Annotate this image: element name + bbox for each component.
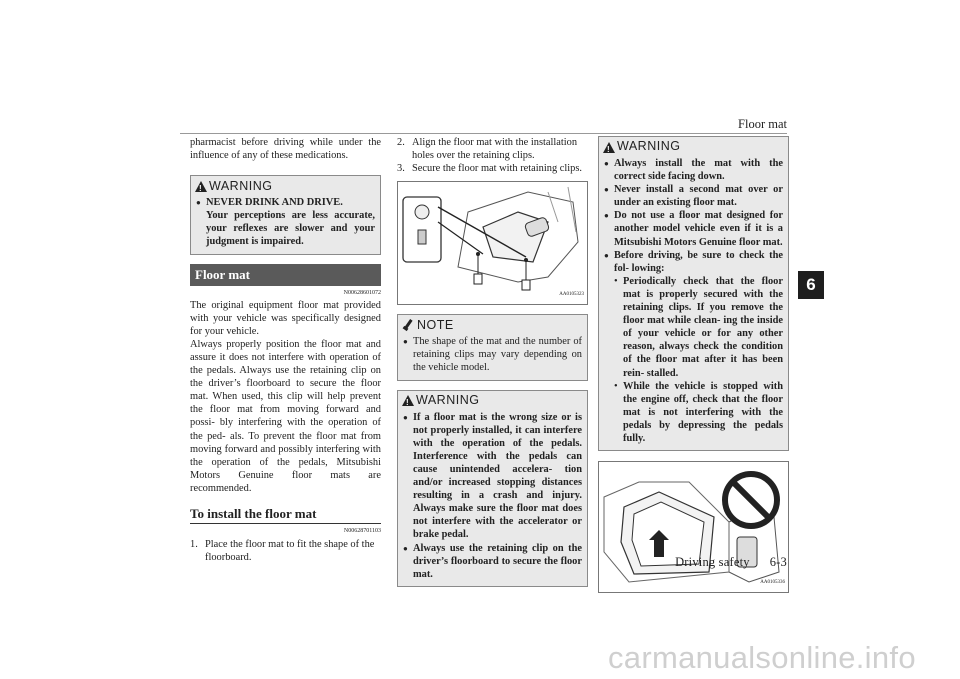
warning-bullet xyxy=(599,183,788,209)
subsection-title: To install the floor mat xyxy=(190,507,381,524)
warning-text: If a floor mat is the wrong size or is not properly installed, it can interfere with the operation of the pedals. Interference with the pedals can cause unintended accelera- tion and/or increased stopping distances resulting in a crash and injury. Always make sure the floor mat does not interfere with the accelerator or brake pedal. xyxy=(413,411,582,541)
bullet-icon: ● xyxy=(403,337,408,347)
chapter-tab: 6 xyxy=(798,271,824,299)
warning-bullet xyxy=(191,196,380,248)
body-paragraph-1: The original equipment floor mat provided with your vehicle was specifically designed for your vehicle. xyxy=(190,299,381,337)
floor-mat-clip-illustration xyxy=(397,181,588,305)
page-header-title: Floor mat xyxy=(738,117,787,131)
step-number: 3. xyxy=(397,163,405,175)
step-text: Secure the floor mat with retaining clips. xyxy=(412,163,582,175)
bullet-icon: ● xyxy=(604,185,609,195)
bullet-icon: ● xyxy=(403,412,408,422)
warning-line-1: NEVER DRINK AND DRIVE. xyxy=(206,197,343,209)
note-header xyxy=(398,315,587,335)
warning-text: Always install the mat with the correct side facing down. xyxy=(614,158,783,183)
warning-subitem xyxy=(599,380,788,445)
intro-paragraph: pharmacist before driving while under the influence of any of these medications. xyxy=(190,137,381,162)
subsection-code: N00628701103 xyxy=(343,528,381,535)
step-text: Place the floor mat to fit the shape of the floorboard. xyxy=(205,539,375,564)
warning-bullet xyxy=(398,411,587,542)
watermark: carmanualsonline.info xyxy=(608,640,916,675)
warning-header xyxy=(191,176,380,196)
warning-text: Never install a second mat over or under an existing floor mat. xyxy=(614,184,783,209)
bullet-icon: ● xyxy=(604,250,609,260)
warning-label: WARNING xyxy=(209,178,273,193)
warning-text: Always use the retaining clip on the driver’s floorboard to secure the floor mat. xyxy=(413,542,582,580)
header-divider xyxy=(180,133,787,134)
page-number: 6-3 xyxy=(769,555,787,569)
warning-box-1 xyxy=(190,175,381,254)
step-text: Align the floor mat with the installation holes over the retaining clips. xyxy=(412,137,578,162)
warning-text: Before driving, be sure to check the fol- lowing: xyxy=(614,249,783,274)
warning-subtext: Periodically check that the floor mat is properly secured with the retaining clips. If you remove the floor mat while clean- ing the inside of your vehicle or for any other reason, always check the condition of the floor mat after it has been rein- stalled. xyxy=(623,275,783,379)
note-text: The shape of the mat and the number of retaining clips may vary depending on the vehicle model. xyxy=(413,336,582,374)
warning-bullet xyxy=(599,209,788,248)
column-1 xyxy=(190,136,381,564)
warning-triangle-icon xyxy=(402,395,414,406)
figure-code: AA0105336 xyxy=(760,579,785,585)
column-3 xyxy=(598,136,789,593)
forbidden-double-mat-illustration xyxy=(598,461,789,593)
warning-text: Do not use a floor mat designed for another model vehicle even if it is a Mitsubishi Motors Genuine floor mat. xyxy=(614,210,783,248)
note-box xyxy=(397,314,588,380)
warning-label: WARNING xyxy=(416,393,480,408)
body-paragraph-2: Always properly position the floor mat and assure it does not interfere with operation of the pedals. Always use the retaining clip on the driver’s floorboard to secure the floor mat. When used, this clip will help prevent the floor mat from moving forward and possi- bly interfering with the operation of the ped- als. To prevent the floor mat from moving forward and possibly interfering with the operation of the pedals, Mitsubishi Motors Genuine floor mats are recommended. xyxy=(190,338,381,494)
column-2 xyxy=(397,136,588,587)
sub-bullet-icon: • xyxy=(614,275,618,287)
step-number: 2. xyxy=(397,137,405,148)
bullet-icon: ● xyxy=(403,543,408,553)
warning-subitem xyxy=(599,275,788,380)
section-code: N00628601072 xyxy=(343,289,381,296)
warning-subtext: While the vehicle is stopped with the engine off, check that the floor mat is not interfering with the pedals by depressing the pedals fully. xyxy=(623,380,783,444)
warning-label: WARNING xyxy=(617,139,681,154)
warning-header xyxy=(398,391,587,411)
step-number: 1. xyxy=(190,539,198,551)
sub-bullet-icon: • xyxy=(614,380,618,392)
warning-box-3 xyxy=(598,136,789,451)
warning-triangle-icon xyxy=(603,142,615,153)
warning-bullet xyxy=(599,157,788,183)
warning-header xyxy=(599,137,788,157)
warning-triangle-icon xyxy=(195,181,207,192)
note-label: NOTE xyxy=(417,317,454,332)
bullet-icon: ● xyxy=(604,159,609,168)
warning-bullet xyxy=(398,542,587,581)
warning-line-2: Your perceptions are less accurate, your reflexes are slower and your judgment is impaired. xyxy=(206,210,375,248)
bullet-icon: ● xyxy=(604,211,609,221)
warning-bullet xyxy=(599,249,788,275)
step-2 xyxy=(397,136,588,162)
floor-mat-drawing xyxy=(398,182,587,304)
step-1 xyxy=(190,538,381,564)
section-title: Floor mat xyxy=(190,264,381,286)
step-3 xyxy=(397,162,588,175)
footer-section: Driving safety xyxy=(675,555,750,569)
figure-code: AA0105323 xyxy=(559,292,584,298)
note-bullet xyxy=(398,335,587,374)
double-mat-drawing xyxy=(599,462,788,592)
pencil-icon xyxy=(402,319,414,331)
bullet-icon: ● xyxy=(196,198,201,208)
page-footer xyxy=(675,555,787,570)
warning-box-2 xyxy=(397,390,588,587)
